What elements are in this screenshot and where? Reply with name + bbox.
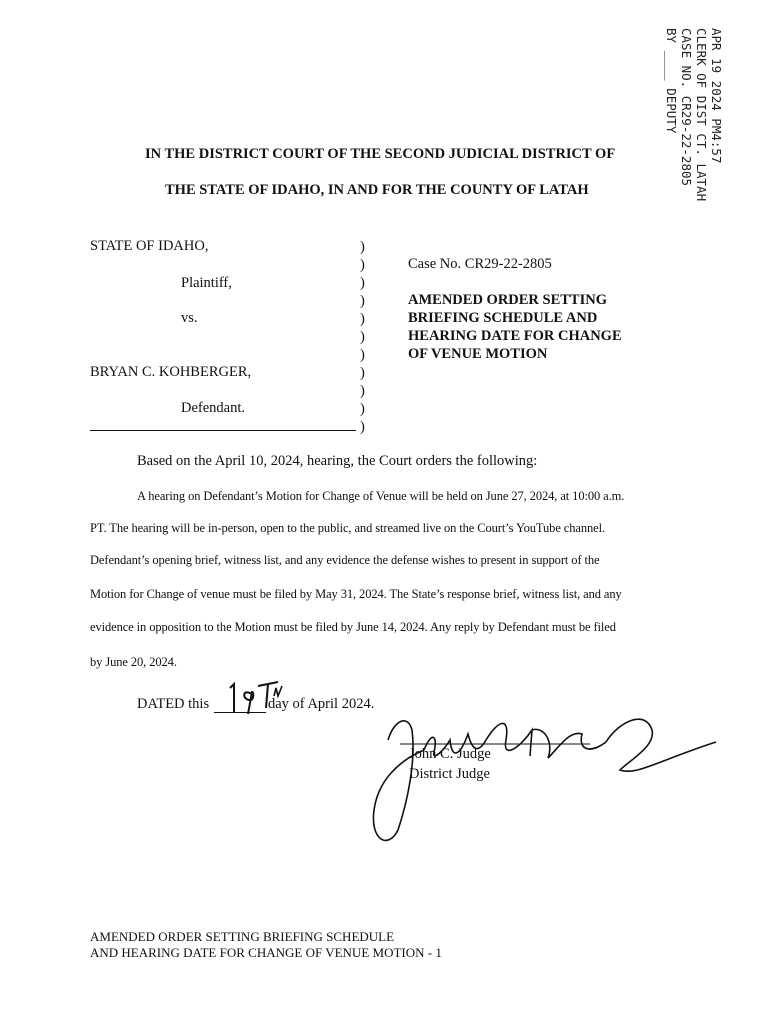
- order-title: [408, 291, 622, 363]
- body-line: Defendant’s opening brief, witness list, and any evidence the defense wishes to present in support of the: [90, 553, 600, 567]
- order-title-line-1: AMENDED ORDER SETTING: [408, 292, 607, 308]
- intro-paragraph: Based on the April 10, 2024, hearing, the Court orders the following:: [137, 453, 538, 469]
- case-number: Case No. CR29-22-2805: [408, 256, 552, 272]
- court-heading-line-1: IN THE DISTRICT COURT OF THE SECOND JUDICIAL DISTRICT OF: [145, 146, 616, 162]
- dated-prefix: DATED this: [137, 696, 210, 712]
- dated-suffix: day of April 2024.: [268, 696, 375, 712]
- plaintiff-name: STATE OF IDAHO,: [90, 238, 209, 254]
- stamp-case-line: CASE NO. CR29-22-2805: [679, 28, 694, 187]
- footer-line-2: AND HEARING DATE FOR CHANGE OF VENUE MOTION - 1: [90, 945, 442, 960]
- court-heading-line-2: THE STATE OF IDAHO, IN AND FOR THE COUNTY OF LATAH: [165, 182, 589, 198]
- body-line: evidence in opposition to the Motion must be filed by June 14, 2024. Any reply by Defendant must be filed: [90, 620, 616, 634]
- body-line: by June 20, 2024.: [90, 655, 177, 669]
- body-line: Motion for Change of venue must be filed by May 31, 2024. The State’s response brief, witness list, and any: [90, 587, 622, 601]
- defendant-name: BRYAN C. KOHBERGER,: [90, 364, 252, 380]
- body-line: A hearing on Defendant’s Motion for Change of Venue will be held on June 27, 2024, at 10:00 a.m.: [137, 489, 625, 503]
- stamp-clerk-line: CLERK OF DIST CT. LATAH: [694, 28, 709, 202]
- order-title-line-2: BRIEFING SCHEDULE AND: [408, 310, 598, 326]
- order-title-line-3: HEARING DATE FOR CHANGE: [408, 328, 622, 344]
- caption-parentheses: ) ) ) ) ) ) ) ) ) ) ): [360, 239, 365, 435]
- judge-title: District Judge: [409, 766, 490, 782]
- stamp-date-line: APR 19 2024 PM4:57: [709, 28, 724, 164]
- footer-line-1: AMENDED ORDER SETTING BRIEFING SCHEDULE: [90, 929, 395, 944]
- footer-title: [90, 929, 442, 961]
- stamp-deputy-line: BY ____ DEPUTY: [664, 28, 679, 134]
- judge-name: John C. Judge: [409, 746, 491, 762]
- plaintiff-role: Plaintiff,: [181, 275, 232, 291]
- defendant-role: Defendant.: [181, 400, 246, 416]
- clerk-filing-stamp: [664, 28, 724, 248]
- caption-underline: [90, 430, 356, 431]
- body-line: PT. The hearing will be in-person, open to the public, and streamed live on the Court’s YouTube channel.: [90, 521, 605, 535]
- order-title-line-4: OF VENUE MOTION: [408, 346, 548, 362]
- versus-label: vs.: [181, 310, 198, 326]
